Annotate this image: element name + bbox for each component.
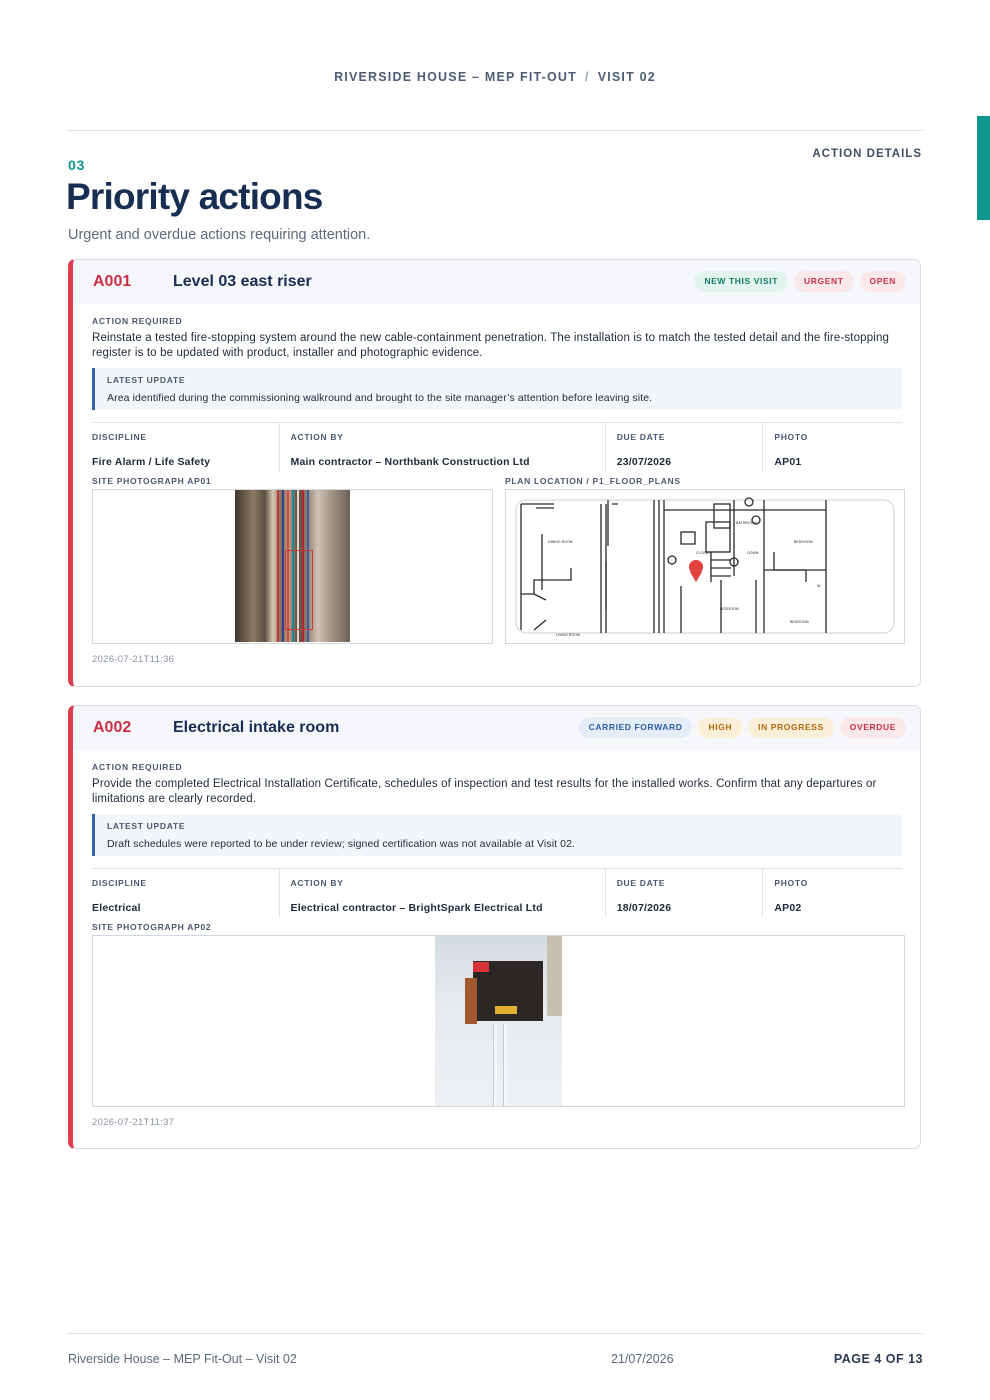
cable-bundle [495, 1006, 517, 1014]
plan-room-down: DOWN [747, 551, 759, 555]
action-id: A002 [93, 719, 132, 736]
footer-date: 21/07/2026 [611, 1352, 674, 1366]
status-badge-new: NEW THIS VISIT [694, 271, 788, 292]
site-photo-riser-cables [235, 490, 350, 642]
latest-update-label: LATEST UPDATE [107, 821, 186, 831]
plan-room-bedroom-1: BEDROOM [794, 540, 813, 544]
latest-update-box [92, 368, 902, 410]
status-badges [694, 271, 906, 292]
plan-room-dining: DINING ROOM [548, 540, 573, 544]
status-badge-priority: URGENT [794, 271, 854, 292]
footer-document-title: Riverside House – MEP Fit-Out – Visit 02 [68, 1352, 297, 1366]
footer-page-number: PAGE 4 OF 13 [833, 1352, 923, 1366]
plan-location-frame[interactable] [505, 489, 905, 644]
status-badges [579, 717, 906, 738]
action-id: A001 [93, 273, 132, 290]
action-meta-row [92, 868, 902, 917]
action-required-label: ACTION REQUIRED [92, 316, 183, 326]
photo-ref-value: AP01 [774, 456, 802, 468]
action-card-a001 [68, 259, 921, 687]
header-visit: VISIT 02 [597, 70, 656, 84]
action-card-header [73, 706, 920, 750]
action-title: Level 03 east riser [173, 273, 312, 290]
page-title: Priority actions [66, 176, 323, 217]
due-date-value: 18/07/2026 [616, 902, 672, 914]
running-header [0, 70, 990, 84]
status-badge-state: OPEN [860, 271, 907, 292]
running-footer [68, 1352, 923, 1368]
meta-discipline [92, 869, 279, 917]
header-project: RIVERSIDE HOUSE – MEP FIT-OUT [334, 70, 577, 84]
status-badge-priority: HIGH [698, 717, 742, 738]
discipline-value: Fire Alarm / Life Safety [92, 456, 211, 468]
meter-enclosure [547, 936, 562, 1016]
site-photo-panel [92, 476, 493, 644]
meta-photo [762, 423, 902, 471]
discipline-label: DISCIPLINE [92, 432, 147, 442]
discipline-value: Electrical [92, 902, 141, 914]
discipline-label: DISCIPLINE [92, 878, 147, 888]
plan-room-bathroom: BATHROOM [736, 521, 757, 525]
latest-update-label: LATEST UPDATE [107, 375, 186, 385]
status-badge-carried-forward: CARRIED FORWARD [579, 717, 693, 738]
timber-backboard [465, 978, 477, 1024]
section-label: ACTION DETAILS [812, 148, 922, 160]
action-by-value: Electrical contractor – BrightSpark Electrical Ltd [290, 902, 543, 914]
meta-due-date [605, 423, 763, 471]
status-badge-overdue: OVERDUE [840, 717, 906, 738]
warning-label [473, 962, 489, 972]
photo-timestamp: 2026-07-21T11:37 [92, 1117, 175, 1128]
action-required-text: Provide the completed Electrical Installation Certificate, schedules of inspection and test results for the installed works. Confirm that any departures or limitations are clearly recorded. [92, 778, 877, 805]
action-title: Electrical intake room [173, 719, 340, 736]
section-tab-marker [977, 116, 990, 220]
site-photo-caption: SITE PHOTOGRAPH AP02 [92, 922, 212, 932]
media-row [92, 476, 902, 644]
meta-action-by [279, 423, 605, 471]
site-photo-caption: SITE PHOTOGRAPH AP01 [92, 476, 212, 486]
action-card-a002 [68, 705, 921, 1149]
meta-photo [762, 869, 902, 917]
footer-divider [67, 1333, 923, 1334]
latest-update-box [92, 814, 902, 856]
highlight-marker [285, 550, 313, 630]
action-by-label: ACTION BY [290, 432, 344, 442]
plan-location-caption: PLAN LOCATION / P1_FLOOR_PLANS [505, 476, 681, 486]
header-divider [67, 130, 923, 131]
plan-room-bedroom-3: BEDROOM [790, 620, 809, 624]
photo-ref-value: AP02 [774, 902, 802, 914]
status-badge-state: IN PROGRESS [748, 717, 834, 738]
plan-location-panel [505, 476, 905, 644]
photo-timestamp: 2026-07-21T11:36 [92, 654, 175, 665]
site-photo-intake-room [435, 936, 562, 1106]
photo-label: PHOTO [774, 878, 808, 888]
action-required-label: ACTION REQUIRED [92, 762, 183, 772]
action-by-label: ACTION BY [290, 878, 344, 888]
plan-room-w: W [817, 584, 821, 588]
latest-update-text: Area identified during the commissioning walkround and brought to the site manager’s attention before leaving site. [107, 392, 653, 404]
site-photo-frame[interactable] [92, 935, 905, 1107]
action-card-header [73, 260, 920, 304]
meta-action-by [279, 869, 605, 917]
due-date-label: DUE DATE [616, 432, 666, 442]
cable-line [282, 490, 284, 642]
photo-label: PHOTO [774, 432, 808, 442]
plan-room-closet: CLOSET [696, 551, 711, 555]
header-separator: / [585, 70, 590, 84]
due-date-label: DUE DATE [616, 878, 666, 888]
action-by-value: Main contractor – Northbank Construction Ltd [290, 456, 530, 468]
action-meta-row [92, 422, 902, 471]
location-pin-tip [690, 572, 702, 582]
cable-conduit [503, 1024, 507, 1106]
page-subtitle: Urgent and overdue actions requiring attention. [68, 227, 371, 243]
meta-discipline [92, 423, 279, 471]
plan-room-bedroom-2: BEDROOM [720, 607, 739, 611]
action-required-text: Reinstate a tested fire-stopping system around the new cable-containment penetration. The installation is to match the tested detail and the fire-stopping register is to be updated with product, installer and photographic evidence. [92, 332, 890, 359]
latest-update-text: Draft schedules were reported to be under review; signed certification was not available at Visit 02. [107, 838, 576, 850]
cable-conduit [493, 1024, 497, 1106]
site-photo-panel [92, 922, 902, 1107]
site-photo-frame[interactable] [92, 489, 493, 644]
floor-plan-drawing [506, 490, 904, 643]
location-pin [689, 560, 703, 574]
plan-border [516, 500, 894, 633]
plan-room-living: LIVING ROOM [556, 633, 580, 637]
section-number: 03 [68, 157, 86, 173]
cable-line [277, 490, 279, 642]
meta-due-date [605, 869, 763, 917]
due-date-value: 23/07/2026 [616, 456, 672, 468]
